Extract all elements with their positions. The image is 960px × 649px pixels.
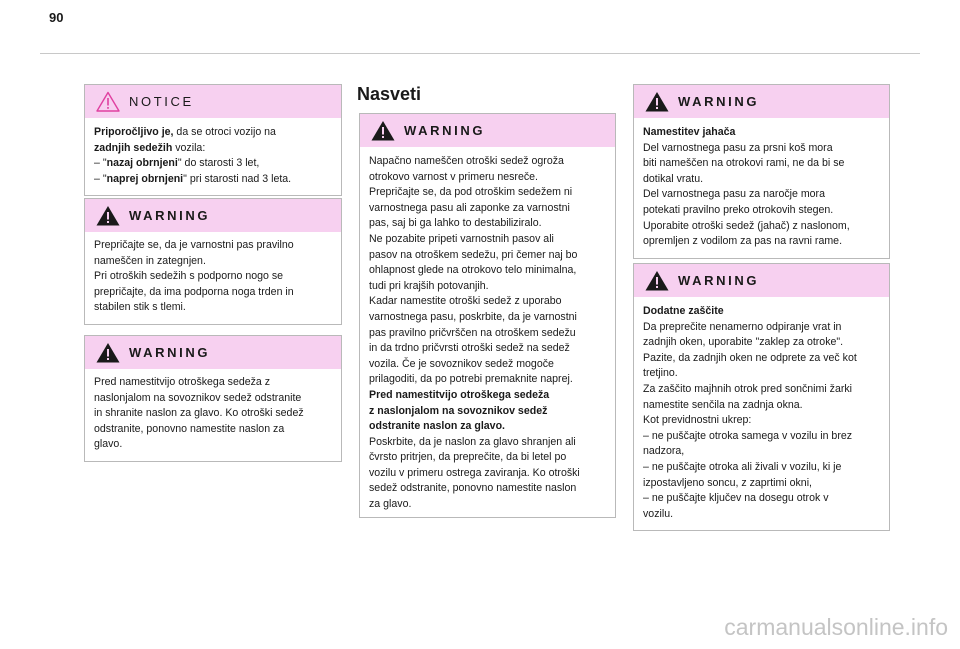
text-line: Da preprečite nenamerno odpiranje vrat in [643, 320, 842, 333]
warning-triangle-icon [96, 342, 120, 363]
warning-box-extra-protection [633, 263, 890, 531]
text-line: namestite senčila na zadnja okna. [643, 398, 803, 411]
text-line: nadzora, [643, 445, 685, 458]
text-line: Del varnostnega pasu za prsni koš mora [643, 141, 833, 154]
warning-triangle-outline-icon [96, 91, 120, 112]
text-line: in shranite naslon za glavo. Ko otroški sedež [94, 407, 304, 420]
text-line: Kot previdnostni ukrep: [643, 414, 752, 427]
text-line: Prepričajte se, da je varnostni pas pravilno [94, 239, 294, 251]
text-line: nameščen in zategnjen. [94, 254, 206, 267]
text-line: Poskrbite, da je naslon za glavo shranjen ali [369, 435, 576, 448]
section-title: Nasveti [357, 84, 422, 104]
warning-box-headrest [84, 335, 342, 462]
warning-header [634, 264, 889, 297]
warning-box-child-seat [359, 113, 616, 518]
text-line: Uporabite otroški sedež (jahač) z naslonom, [643, 219, 850, 232]
text-line: varnostnega pasu ali zaponke za varnostni [369, 201, 570, 214]
text-line: – ne puščajte ključev na dosegu otrok v [643, 492, 829, 505]
text-line: prilagoditi, da po potrebi premaknite naprej. [369, 373, 573, 386]
warning-box-booster [633, 84, 890, 259]
text-line: zadnjih oken, uporabite "zaklep za otroke". [643, 336, 844, 349]
text-line: tretjino. [643, 367, 678, 380]
warning-body [634, 118, 889, 258]
text-line: sedež odstranite, ponovno namestite naslon [369, 482, 577, 495]
text-line: dotikal vratu. [643, 172, 704, 185]
notice-line: zadnjih sedežih vozila: [94, 141, 206, 154]
warning-body [85, 232, 341, 324]
warning-header [85, 336, 341, 369]
text-line: vozilu v primeru ostrega zaviranja. Ko otroški [369, 466, 580, 479]
warning-label: WARNING [678, 94, 760, 109]
notice-body [85, 118, 341, 195]
page-number: 90 [49, 10, 64, 25]
text-line: čvrsto pritrjen, da preprečite, da bi letel po [369, 451, 567, 464]
warning-box-seatbelt [84, 198, 342, 325]
text-line: opremljen z vodilom za pas na ravni rame. [643, 235, 843, 248]
text-line: tudi pri krajših potovanjih. [369, 279, 489, 292]
text-line: vozila. Če je sovoznikov sedež mogoče [369, 357, 554, 370]
text-line: Za zaščito majhnih otrok pred sončnimi žarki [643, 382, 853, 395]
warning-body [85, 369, 341, 461]
warning-triangle-icon [371, 120, 395, 141]
warning-header [360, 114, 615, 147]
text-line: Pred namestitvijo otroškega sedeža z [94, 376, 271, 388]
warning-header [634, 85, 889, 118]
notice-line: Priporočljivo je, da se otroci vozijo na [94, 126, 276, 138]
text-line: Kadar namestite otroški sedež z uporabo [369, 295, 562, 308]
warning-body [634, 297, 889, 530]
warning-triangle-icon [645, 270, 669, 291]
text-line: naslonjalom na sovoznikov sedež odstranite [94, 391, 302, 404]
bold-line: Pred namestitvijo otroškega sedeža [369, 388, 550, 401]
warning-label: WARNING [678, 273, 760, 288]
text-line: odstranite, ponovno namestite naslon za [94, 422, 285, 435]
text-line: Prepričajte se, da pod otroškim sedežem ni [369, 186, 573, 199]
bold-line: odstranite naslon za glavo. [369, 420, 505, 433]
notice-label: NOTICE [129, 94, 194, 109]
text-line: in da trdno pričvrsti otroški sedež na sedež [369, 342, 570, 355]
watermark: carmanualsonline.info [724, 614, 948, 640]
notice-line: – "nazaj obrnjeni" do starosti 3 let, [94, 157, 260, 170]
text-line: glavo. [94, 438, 123, 451]
warning-heading: Dodatne zaščite [643, 305, 724, 317]
text-line: pasov na otroškem sedežu, pri čemer naj bo [369, 248, 578, 261]
notice-header [85, 85, 341, 118]
warning-label: WARNING [129, 208, 211, 223]
text-line: varnostnega pasu, poskrbite, da je varnostni [369, 310, 577, 323]
text-line: vozilu. [643, 507, 674, 520]
text-line: otrokovo varnost v primeru nesreče. [369, 170, 538, 183]
text-line: Napačno nameščen otroški sedež ogroža [369, 155, 564, 167]
warning-label: WARNING [404, 123, 486, 138]
text-line: Ne pozabite pripeti varnostnih pasov ali [369, 232, 554, 245]
text-line: Pazite, da zadnjih oken ne odprete za več kot [643, 351, 857, 364]
warning-heading: Namestitev jahača [643, 126, 736, 138]
text-line: prepričajte, da ima podporna noga trden in [94, 285, 294, 298]
text-line: potekati pravilno preko otrokovih stegen. [643, 203, 834, 216]
text-line: – ne puščajte otroka samega v vozilu in brez [643, 429, 853, 442]
warning-triangle-icon [645, 91, 669, 112]
warning-body [360, 147, 615, 517]
text-line: ohlapnost glede na otrokovo telo minimalna, [369, 264, 577, 277]
text-line: za glavo. [369, 498, 412, 511]
warning-triangle-icon [96, 205, 120, 226]
text-line: pas pravilno pričvrščen na otroškem sedežu [369, 326, 576, 339]
text-line: biti nameščen na otrokovi rami, ne da bi se [643, 157, 845, 170]
text-line: Del varnostnega pasu za naročje mora [643, 188, 825, 201]
notice-line: – "naprej obrnjeni" pri starosti nad 3 leta. [94, 172, 292, 185]
notice-box [84, 84, 342, 196]
bold-line: z naslonjalom na sovoznikov sedež [369, 404, 548, 417]
text-line: pas, saj bi ga lahko to destabiliziralo. [369, 217, 542, 230]
warning-label: WARNING [129, 345, 211, 360]
header-divider [40, 53, 920, 54]
text-line: izpostavljeno soncu, z zaprtimi okni, [643, 476, 812, 489]
text-line: Pri otroških sedežih s podporno nogo se [94, 270, 284, 283]
text-line: – ne puščajte otroka ali živali v vozilu, ki je [643, 460, 842, 473]
text-line: stabilen stik s tlemi. [94, 301, 186, 314]
warning-header [85, 199, 341, 232]
